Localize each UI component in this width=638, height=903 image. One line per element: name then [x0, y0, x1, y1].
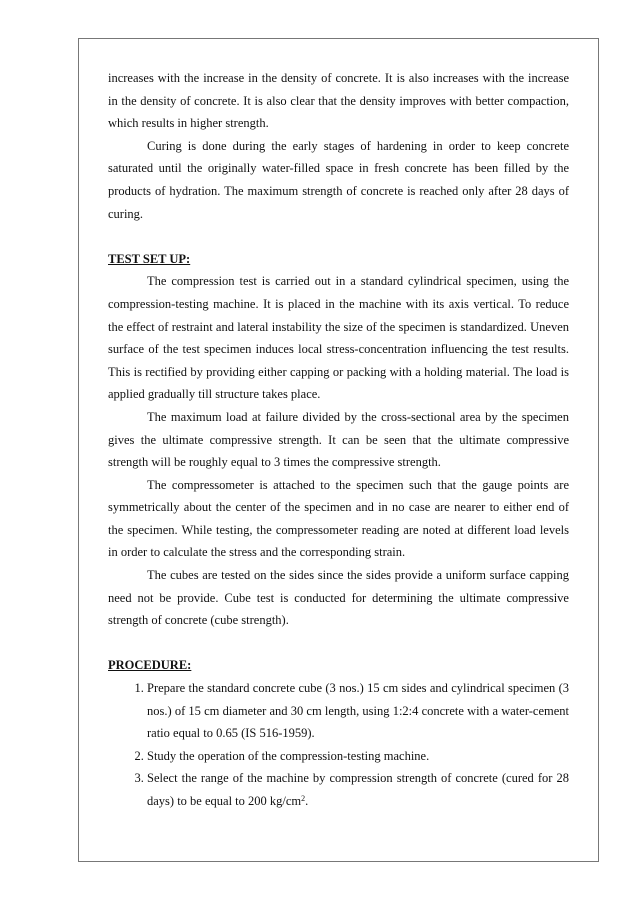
- paragraph: Curing is done during the early stages of hardening in order to keep concrete saturated until the originally water-filled space in fresh concrete has been filled by the products of hydration. The maximum strength of concrete is reached only after 28 days of curing.: [108, 138, 569, 221]
- superscript: 2: [301, 794, 306, 803]
- procedure-step-text: Select the range of the machine by compression strength of concrete (cured for 28 days) to be equal to 200 kg/cm: [147, 771, 569, 808]
- procedure-step: 2. Study the operation of the compression-testing machine.: [147, 745, 569, 768]
- procedure-step-end: .: [305, 794, 309, 808]
- paragraph: The cubes are tested on the sides since the sides provide a uniform surface capping need not be provide. Cube test is conducted for determining the ultimate compressive strength of concrete (cube strength).: [108, 568, 569, 628]
- paragraph: The compressometer is attached to the specimen such that the gauge points are symmetrically about the center of the specimen and in no case are nearer to either end of the specimen. While testing, the compressometer reading are noted at different load levels in order to calculate the stress and the corresponding strain.: [108, 477, 569, 560]
- document-body: [108, 67, 569, 813]
- section-heading-procedure: PROCEDURE:: [108, 658, 192, 673]
- procedure-step: [147, 767, 569, 812]
- procedure-step: 1. Prepare the standard concrete cube (3 nos.) 15 cm sides and cylindrical specimen (3 nos.) of 15 cm diameter and 30 cm length, using 1:2:4 concrete with a water-cement ratio equal to 0.65 (IS 516-1959).: [147, 677, 569, 745]
- procedure-list: [108, 677, 569, 813]
- paragraph: The maximum load at failure divided by the cross-sectional area by the specimen gives the ultimate compressive strength. It can be seen that the ultimate compressive strength will be roughly equal to 3 times the compressive strength.: [108, 409, 569, 470]
- paragraph: increases with the increase in the density of concrete. It is also increases with the increase in the density of concrete. It is also clear that the density improves with better compaction, which results in higher strength.: [108, 71, 569, 131]
- paragraph: The compression test is carried out in a standard cylindrical specimen, using the compression-testing machine. It is placed in the machine with its axis vertical. To reduce the effect of restraint and lateral instability the size of the specimen is standardized. Uneven surface of the test specimen induces local stress-concentration influencing the test results. This is rectified by providing either capping or packing with a holding material. The load is applied gradually till structure takes place.: [108, 274, 569, 402]
- section-heading-test-setup: TEST SET UP:: [108, 251, 191, 266]
